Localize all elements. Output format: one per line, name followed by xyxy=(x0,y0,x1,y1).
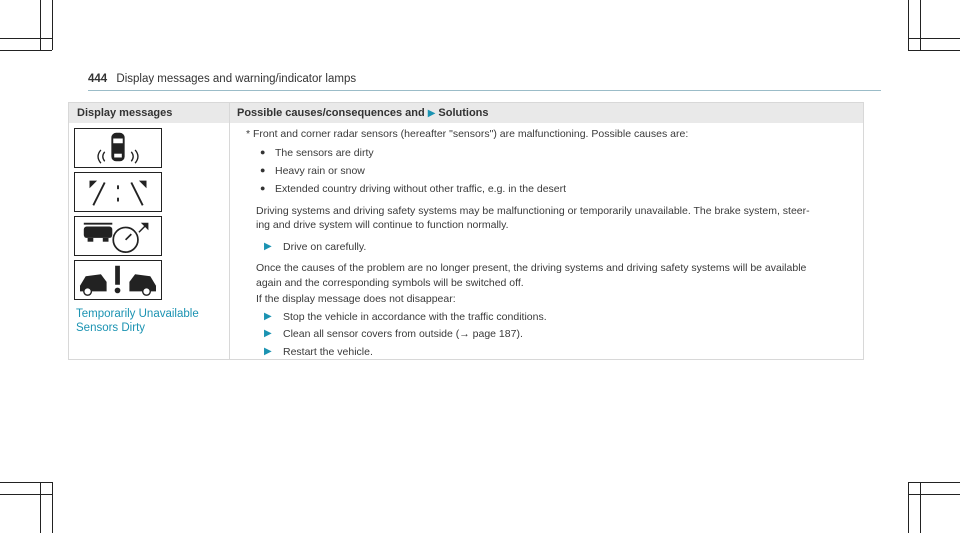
column-divider xyxy=(229,103,230,359)
speed-limiter-icon xyxy=(74,216,162,256)
car-radar-sensor-icon xyxy=(74,128,162,168)
crop-mark xyxy=(908,38,960,39)
bullet-icon: ● xyxy=(260,147,266,157)
bullet-item: Heavy rain or snow xyxy=(275,165,365,177)
step: Clean all sensor covers from outside (→ page 187). xyxy=(283,328,523,340)
page-header xyxy=(88,73,356,85)
crop-mark xyxy=(908,494,960,495)
page-title: Display messages and warning/indicator lamps xyxy=(116,73,357,85)
step: Drive on carefully. xyxy=(283,241,367,253)
crop-mark xyxy=(0,482,52,483)
crop-mark xyxy=(40,482,41,533)
crop-mark xyxy=(0,494,52,495)
crop-mark xyxy=(920,482,921,533)
col-causes-solutions: Possible causes/consequences and ▶ Solutions xyxy=(237,107,489,119)
bullet-item: The sensors are dirty xyxy=(275,147,374,159)
warning-message: Temporarily Unavailable Sensors Dirty xyxy=(76,308,199,334)
paragraph: If the display message does not disappear: xyxy=(256,293,456,305)
paragraph: again and the corresponding symbols will be switched off. xyxy=(256,277,524,289)
header-rule xyxy=(88,90,881,91)
arrow-right-icon: ▶ xyxy=(427,108,436,119)
paragraph: ing and drive system will continue to function normally. xyxy=(256,219,509,231)
crop-mark xyxy=(40,0,41,50)
intro-text: * Front and corner radar sensors (hereafter "sensors") are malfunctioning. Possible causes are: xyxy=(246,128,689,140)
crop-mark xyxy=(0,50,52,51)
page-number: 444 xyxy=(88,73,108,85)
collision-warning-icon xyxy=(74,260,162,300)
crop-mark xyxy=(52,0,53,50)
bullet-item: Extended country driving without other traffic, e.g. in the desert xyxy=(275,183,567,195)
crop-mark xyxy=(920,0,921,50)
step-arrow-icon: ▶ xyxy=(264,346,272,357)
paragraph: Driving systems and driving safety systems may be malfunctioning or temporarily unavailable. The brake system, steer- xyxy=(256,205,810,217)
crop-mark xyxy=(908,482,960,483)
paragraph: Once the causes of the problem are no longer present, the driving systems and driving safety systems will be available xyxy=(256,262,807,274)
bullet-icon: ● xyxy=(260,183,266,193)
lane-keeping-icon xyxy=(74,172,162,212)
col-display-messages: Display messages xyxy=(77,107,173,119)
crop-mark xyxy=(908,0,909,50)
crop-mark xyxy=(908,482,909,533)
step-arrow-icon: ▶ xyxy=(264,311,272,322)
step-arrow-icon: ▶ xyxy=(264,328,272,339)
bullet-icon: ● xyxy=(260,165,266,175)
table-header xyxy=(69,103,863,123)
crop-mark xyxy=(0,38,52,39)
crop-mark xyxy=(908,50,960,51)
step: Stop the vehicle in accordance with the traffic conditions. xyxy=(283,311,547,323)
step-arrow-icon: ▶ xyxy=(264,241,272,252)
crop-mark xyxy=(52,482,53,533)
step: Restart the vehicle. xyxy=(283,346,373,358)
